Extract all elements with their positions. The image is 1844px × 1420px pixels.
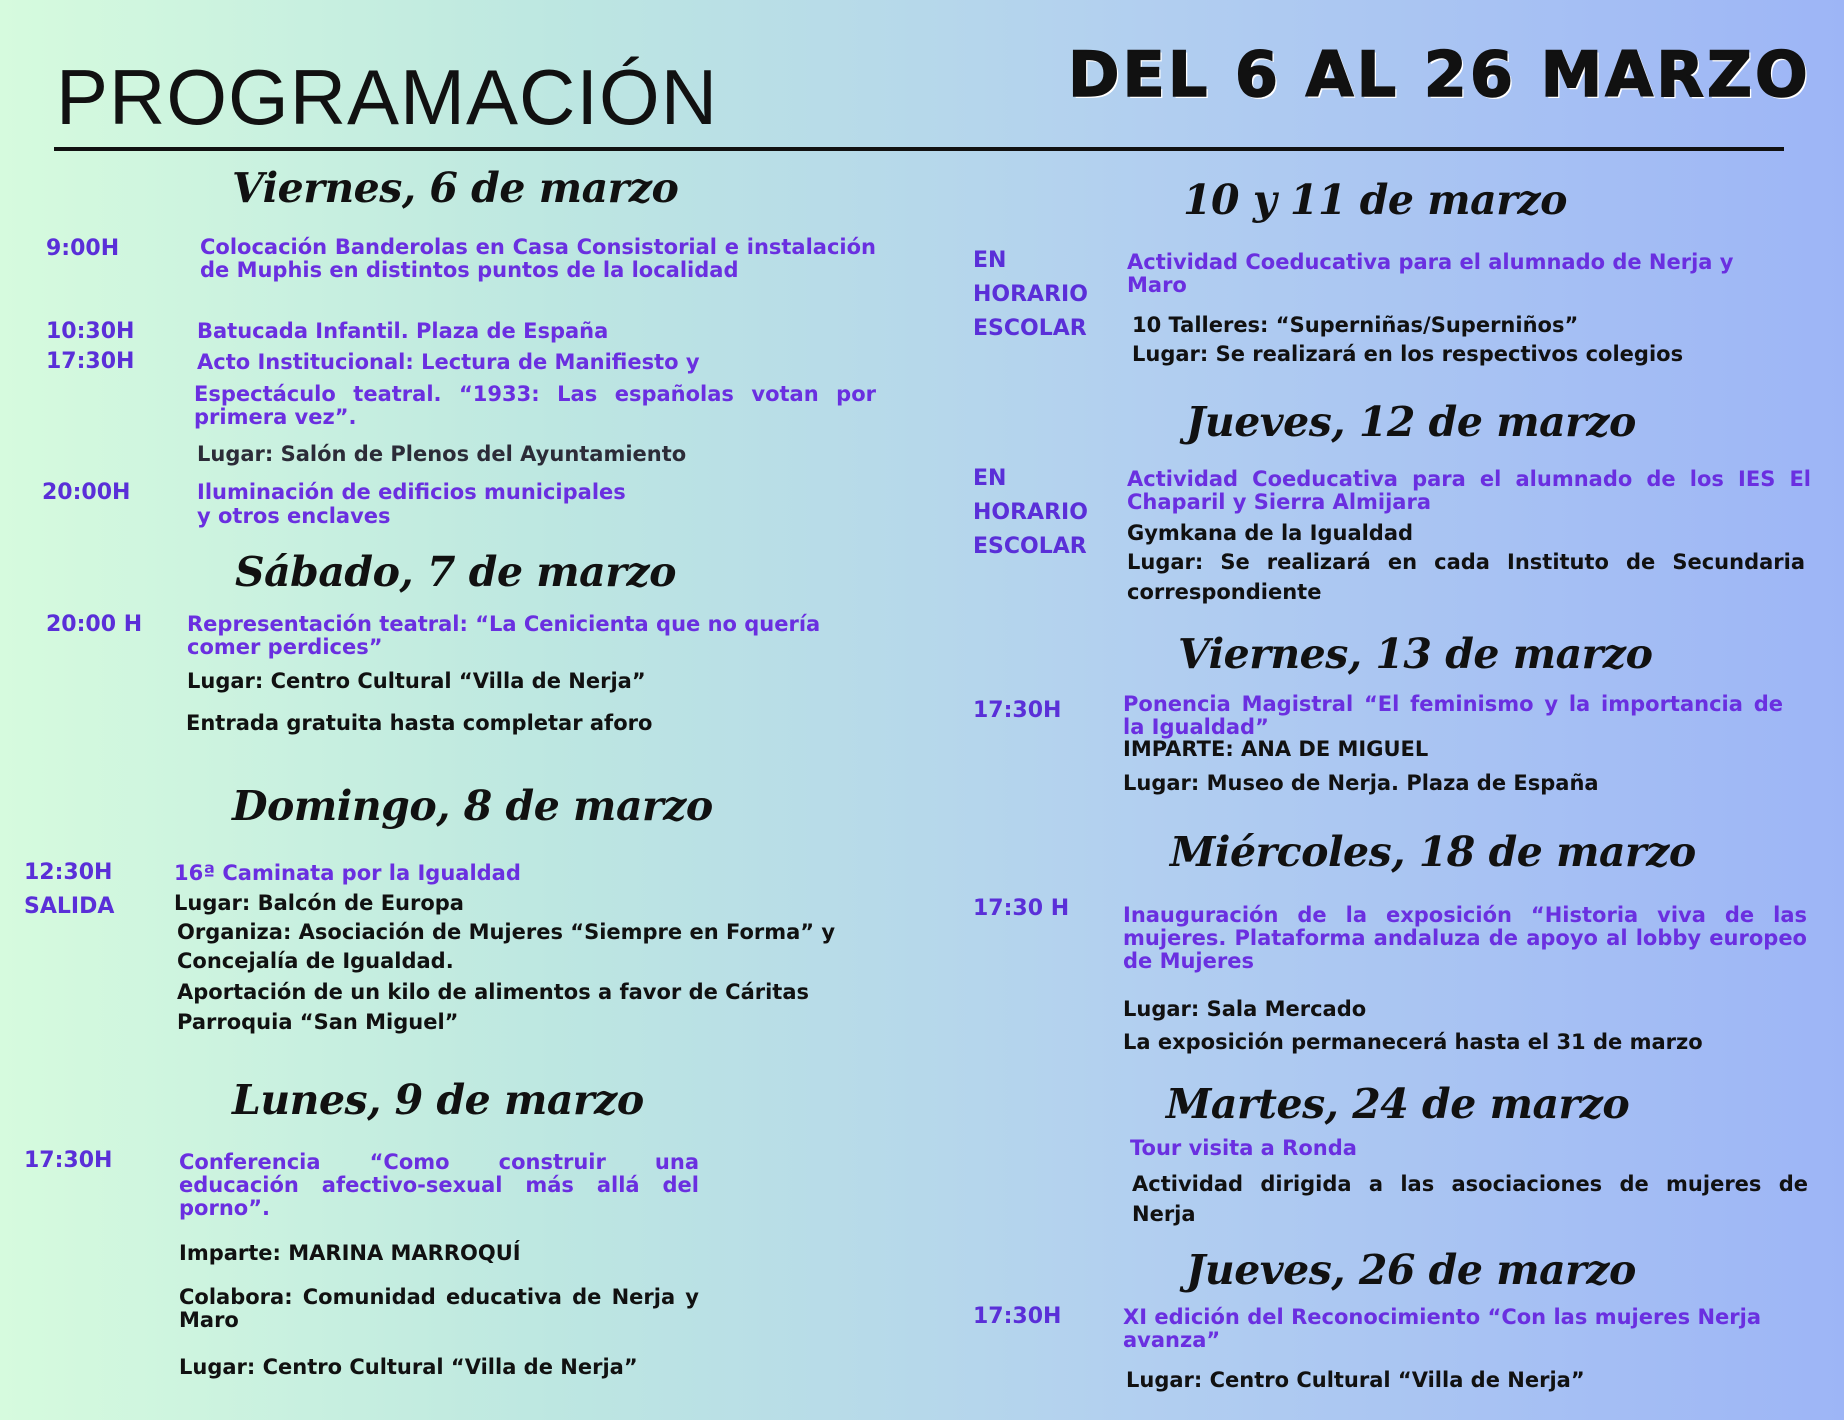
event-time: 17:30H [973,1304,1062,1329]
event-speaker: IMPARTE: ANA DE MIGUEL [1123,737,1429,761]
event-detail: La exposición permanecerá hasta el 31 de marzo [1123,1030,1703,1054]
event-detail: Aportación de un kilo de alimentos a favor de Cáritas [177,980,810,1004]
event-title: Inauguración de la exposición “Historia viva de las mujeres. Plataforma andaluza de apoyo al lobby europeo de Mujeres [1123,903,1807,973]
event-time: EN [973,466,1007,491]
event-time: 10:30H [46,319,135,344]
event-time: ESCOLAR [973,316,1087,341]
event-title: Actividad Coeducativa para el alumnado de los IES El Chaparil y Sierra Almijara [1127,467,1811,514]
day-heading-miercoles-18: Miércoles, 18 de marzo [1170,828,1696,876]
event-time: 12:30H [24,860,113,885]
event-title: Actividad Coeducativa para el alumnado de Nerja y Maro [1127,250,1734,297]
event-location: Lugar: Centro Cultural “Villa de Nerja” [1126,1368,1585,1392]
event-detail: Colabora: Comunidad educativa de Nerja y Maro [179,1285,699,1332]
event-location: Lugar: Museo de Nerja. Plaza de España [1123,771,1599,795]
day-heading-domingo-8: Domingo, 8 de marzo [232,782,713,830]
event-title: Tour visita a Ronda [1130,1136,1357,1160]
event-title: Colocación Banderolas en Casa Consistorial e instalación de Muphis en distintos puntos de la localidad [200,235,876,282]
event-time: HORARIO [973,282,1088,307]
day-heading-10-11: 10 y 11 de marzo [1183,176,1567,224]
event-title: Acto Institucional: Lectura de Manifiesto y [197,350,700,374]
event-detail: Organiza: Asociación de Mujeres “Siempre en Forma” y [177,920,836,944]
event-title: Espectáculo teatral. “1933: Las españolas votan por primera vez”. [194,382,876,429]
event-time: EN [973,248,1007,273]
event-title: Representación teatral: “La Cenicienta que no quería comer perdices” [187,612,821,659]
day-heading-viernes-6: Viernes, 6 de marzo [232,164,679,212]
day-heading-jueves-12: Jueves, 12 de marzo [1186,398,1636,446]
event-detail: 10 Talleres: “Superniñas/Superniños” [1132,313,1579,337]
event-time: 17:30H [24,1148,113,1173]
date-range-heading: DEL 6 AL 26 MARZO [1068,38,1811,111]
event-time: HORARIO [973,500,1088,525]
title-divider [54,147,1784,151]
event-detail: Gymkana de la Igualdad [1127,521,1414,545]
event-location: Lugar: Se realizará en cada Instituto de Secundaria correspondiente [1127,550,1805,604]
event-location: Lugar: Sala Mercado [1123,997,1367,1021]
day-heading-viernes-13: Viernes, 13 de marzo [1178,630,1653,678]
event-location: Lugar: Salón de Plenos del Ayuntamiento [197,442,687,466]
event-title: y otros enclaves [197,504,391,528]
event-time: 20:00H [42,480,131,505]
event-time: 17:30H [973,698,1062,723]
event-time-label: SALIDA [24,894,115,919]
event-note: Entrada gratuita hasta completar aforo [186,711,653,735]
event-title: 16ª Caminata por la Igualdad [174,861,521,885]
event-title: Batucada Infantil. Plaza de España [197,319,609,343]
day-heading-sabado-7: Sábado, 7 de marzo [235,548,676,596]
day-heading-martes-24: Martes, 24 de marzo [1166,1080,1630,1128]
event-speaker: Imparte: MARINA MARROQUÍ [179,1241,521,1265]
event-time: ESCOLAR [973,534,1087,559]
day-heading-lunes-9: Lunes, 9 de marzo [232,1076,644,1124]
event-time: 9:00H [46,236,120,261]
event-detail: Concejalía de Igualdad. [177,949,454,973]
event-title: Conferencia “Como construir una educación afectivo-sexual más allá del porno”. [179,1150,699,1220]
event-location: Lugar: Centro Cultural “Villa de Nerja” [179,1355,638,1379]
event-time: 17:30 H [973,896,1070,921]
page-title: PROGRAMACIÓN [56,53,719,141]
event-location: Lugar: Balcón de Europa [174,891,464,915]
event-location: Lugar: Centro Cultural “Villa de Nerja” [187,669,646,693]
event-time: 20:00 H [46,612,143,637]
event-detail: Parroquia “San Miguel” [177,1010,459,1034]
event-title: XI edición del Reconocimiento “Con las mujeres Nerja avanza” [1123,1305,1761,1352]
event-title: Iluminación de edificios municipales [197,480,626,504]
event-time: 17:30H [46,349,135,374]
event-detail: Actividad dirigida a las asociaciones de mujeres de Nerja [1132,1172,1808,1226]
day-heading-jueves-26: Jueves, 26 de marzo [1186,1246,1636,1294]
event-location: Lugar: Se realizará en los respectivos colegios [1132,342,1684,366]
event-title: Ponencia Magistral “El feminismo y la importancia de la Igualdad” [1123,692,1783,739]
